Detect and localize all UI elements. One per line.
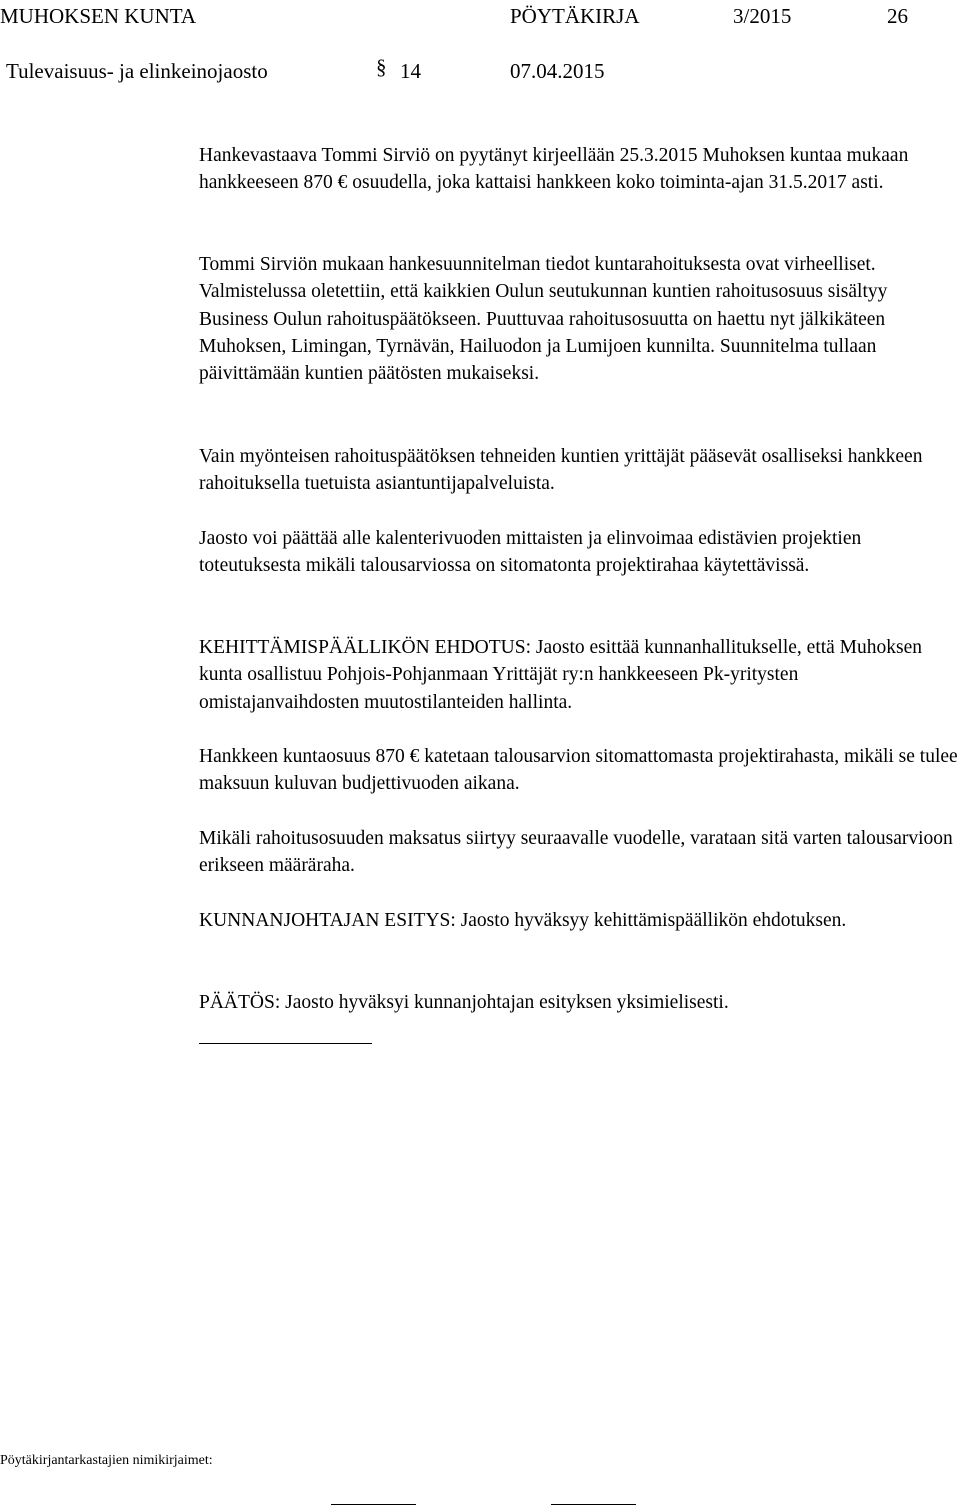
manager-proposal-text: KUNNANJOHTAJAN ESITYS: Jaosto hyväksyy kehittämispäällikön ehdotuksen.: [199, 910, 847, 931]
paragraph-4-text: Jaosto voi päättää alle kalenterivuoden mittaisten ja elinvoimaa edistävien projektien toteutuksesta mikäli talousarviossa on sitomatonta projektirahaa käytettävissä.: [199, 528, 862, 577]
section-symbol: §: [376, 55, 387, 79]
document-type: PÖYTÄKIRJA: [510, 4, 640, 28]
section-number: 14: [400, 59, 421, 83]
paragraph-1: [199, 142, 960, 197]
committee-name: Tulevaisuus- ja elinkeinojaosto: [6, 59, 268, 83]
paragraph-decision: [199, 989, 960, 1016]
paragraph-reserve: [199, 825, 960, 880]
initials-line-2: [551, 1504, 636, 1505]
paragraph-funding: [199, 743, 960, 798]
paragraph-2: [199, 251, 960, 387]
paragraph-manager-proposal: [199, 907, 960, 934]
paragraph-4: [199, 525, 960, 580]
meeting-date: 07.04.2015: [510, 59, 605, 83]
reserve-text: Mikäli rahoitusosuuden maksatus siirtyy seuraavalle vuodelle, varataan sitä varten talousarvioon erikseen määräraha.: [199, 828, 953, 877]
municipality-name: MUHOKSEN KUNTA: [0, 4, 197, 28]
page-number: 26: [887, 4, 908, 28]
paragraph-proposal: [199, 634, 960, 716]
decision-text: PÄÄTÖS: Jaosto hyväksyi kunnanjohtajan esityksen yksimielisesti.: [199, 992, 729, 1013]
funding-text: Hankkeen kuntaosuus 870 € katetaan talousarvion sitomattomasta projektirahasta, mikäli se tulee maksuun kuluvan budjettivuoden aikana.: [199, 746, 958, 795]
paragraph-2-text: Tommi Sirviön mukaan hankesuunnitelman tiedot kuntarahoituksesta ovat virheelliset. Valmistelussa oletettiin, että kaikkien Oulun seutukunnan kuntien rahoitusosuus sisältyy Business Oulun rahoituspäätökseen. Puuttuvaa rahoitusosuutta on haettu nyt jälkikäteen Muhoksen, Limingan, Tyrnävän, Hailuodon ja Lumijoen kunnilta. Suunnitelma tullaan päivittämään kuntien päätösten mukaiseksi.: [199, 254, 888, 385]
section-end-rule: [199, 1043, 372, 1044]
initials-line-1: [331, 1504, 416, 1505]
initials-label: Pöytäkirjantarkastajien nimikirjaimet:: [0, 1453, 213, 1468]
paragraph-3: [199, 443, 960, 498]
document-number: 3/2015: [733, 4, 792, 28]
paragraph-1-text: Hankevastaava Tommi Sirviö on pyytänyt kirjeellään 25.3.2015 Muhoksen kuntaa mukaan hankkeeseen 870 € osuudella, joka kattaisi hankkeen koko toiminta-ajan 31.5.2017 asti.: [199, 145, 909, 194]
proposal-text: KEHITTÄMISPÄÄLLIKÖN EHDOTUS: Jaosto esittää kunnanhallitukselle, että Muhoksen kunta osallistuu Pohjois-Pohjanmaan Yrittäjät ry:n hankkeeseen Pk-yritysten omistajanvaihdosten muutostilanteiden hallinta.: [199, 637, 923, 713]
paragraph-3-text: Vain myönteisen rahoituspäätöksen tehneiden kuntien yrittäjät pääsevät osalliseksi hankkeen rahoituksella tuetuista asiantuntijapalveluista.: [199, 446, 923, 495]
